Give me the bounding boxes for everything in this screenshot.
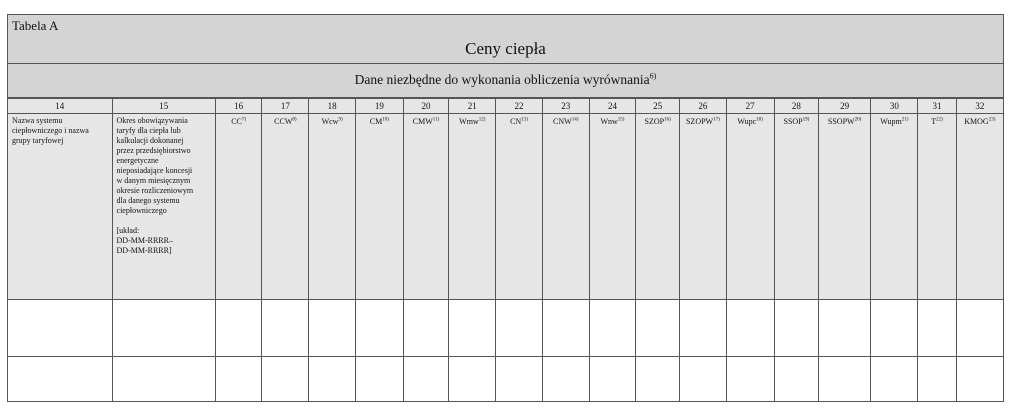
table-cell[interactable] (216, 300, 262, 357)
table-cell[interactable] (112, 357, 216, 402)
table-cell[interactable] (355, 300, 403, 357)
column-number: 23 (542, 99, 589, 114)
column-number: 15 (112, 99, 216, 114)
column-header-footnote: 16) (664, 117, 671, 123)
column-header-footnote: 20) (854, 117, 862, 123)
column-number: 31 (918, 99, 956, 114)
table-cell[interactable] (636, 300, 680, 357)
column-header-footnote: 23) (988, 117, 996, 123)
table-cell[interactable] (216, 357, 262, 402)
table-row (8, 357, 1004, 402)
column-header-label: Wmw (459, 117, 479, 126)
column-header (918, 114, 956, 300)
column-header-system-name: Nazwa systemu ciepłowniczego i nazwa grupy taryfowej (8, 114, 113, 300)
subtitle: Dane niezbędne do wykonania obliczenia wyrównania (354, 72, 650, 87)
column-number: 30 (871, 99, 918, 114)
column-header-footnote: 8) (292, 117, 297, 123)
tabela-a (7, 14, 1004, 402)
column-number-row (8, 99, 1004, 114)
table-cell[interactable] (871, 300, 918, 357)
column-header-label: SZOP (644, 117, 665, 126)
column-header-footnote: 19) (802, 117, 810, 123)
column-header-label: SSOPW (827, 117, 855, 126)
column-number: 29 (818, 99, 870, 114)
column-header-footnote: 9) (338, 117, 343, 123)
table-cell[interactable] (112, 300, 216, 357)
column-number: 17 (262, 99, 309, 114)
table-cell[interactable] (680, 357, 726, 402)
table-cell[interactable] (774, 300, 818, 357)
table-cell[interactable] (403, 357, 448, 402)
table-cell[interactable] (309, 357, 355, 402)
column-header-label: CM (369, 117, 383, 126)
table-cell[interactable] (309, 300, 355, 357)
column-header (309, 114, 355, 300)
column-header-footnote: 15) (617, 117, 625, 123)
column-header (216, 114, 262, 300)
table-cell[interactable] (403, 300, 448, 357)
column-header-label: CMW (412, 117, 433, 126)
table-cell[interactable] (636, 357, 680, 402)
column-header-footnote: 10) (382, 117, 389, 123)
column-header-label: Wcw (321, 117, 339, 126)
column-header (818, 114, 870, 300)
column-header-footnote: 13) (521, 117, 528, 123)
column-number: 14 (8, 99, 113, 114)
column-header (403, 114, 448, 300)
column-header (355, 114, 403, 300)
column-header-footnote: 21) (901, 117, 909, 123)
title-band (7, 14, 1004, 64)
table-cell[interactable] (726, 300, 774, 357)
column-header (726, 114, 774, 300)
table-cell[interactable] (8, 357, 113, 402)
column-header-label: CC (231, 117, 242, 126)
column-header-footnote: 22) (936, 117, 943, 123)
table-cell[interactable] (449, 300, 496, 357)
column-header-footnote: 12) (478, 117, 486, 123)
table-cell[interactable] (449, 357, 496, 402)
column-header (449, 114, 496, 300)
subtitle-band (7, 64, 1004, 98)
column-header (956, 114, 1003, 300)
column-number: 27 (726, 99, 774, 114)
table-cell[interactable] (355, 357, 403, 402)
table-row (8, 300, 1004, 357)
column-header-label: KMOG (964, 117, 989, 126)
table-cell[interactable] (589, 357, 635, 402)
column-header-tariff-period: Okres obowiązywania taryfy dla ciepła lub kalkulacji dokonanej przez przedsiębiorstwo energetyczne nieposiadające koncesji w danym miesięcznym okresie rozliczeniowym dla danego systemu ciepłowniczego [układ: DD-MM-RRRR– DD-MM-RRRR] (112, 114, 216, 300)
table-cell[interactable] (262, 300, 309, 357)
table-label: Tabela A (12, 18, 59, 33)
table-cell[interactable] (542, 357, 589, 402)
column-number: 20 (403, 99, 448, 114)
column-header-label: SZOPW (685, 117, 714, 126)
table-cell[interactable] (542, 300, 589, 357)
column-number: 28 (774, 99, 818, 114)
column-header-label: Wupm (880, 117, 902, 126)
column-header (542, 114, 589, 300)
column-header-footnote: 17) (713, 117, 720, 123)
column-number: 24 (589, 99, 635, 114)
table-cell[interactable] (8, 300, 113, 357)
table-cell[interactable] (818, 357, 870, 402)
column-header (871, 114, 918, 300)
column-header-footnote: 14) (571, 117, 579, 123)
table-cell[interactable] (918, 357, 956, 402)
table-cell[interactable] (918, 300, 956, 357)
column-header (774, 114, 818, 300)
column-header-footnote: 7) (241, 117, 247, 123)
subtitle-footnote: 6) (649, 71, 657, 81)
table-cell[interactable] (774, 357, 818, 402)
column-header-label: SSOP (783, 117, 803, 126)
column-header-row (8, 114, 1004, 300)
table-cell[interactable] (496, 300, 542, 357)
table-cell[interactable] (818, 300, 870, 357)
column-header-label: Wnw (600, 117, 618, 126)
column-number: 21 (449, 99, 496, 114)
column-number: 32 (956, 99, 1003, 114)
column-header (262, 114, 309, 300)
column-header (680, 114, 726, 300)
column-number: 16 (216, 99, 262, 114)
table-cell[interactable] (680, 300, 726, 357)
column-header-footnote: 18) (756, 117, 763, 123)
column-header-label: CN (510, 117, 522, 126)
table-cell[interactable] (871, 357, 918, 402)
table-cell[interactable] (589, 300, 635, 357)
table-cell[interactable] (956, 300, 1003, 357)
column-header-label: T (931, 117, 937, 126)
column-header-footnote: 11) (432, 117, 440, 123)
column-number: 19 (355, 99, 403, 114)
table-cell[interactable] (262, 357, 309, 402)
column-header-label: CNW (553, 117, 572, 126)
column-number: 22 (496, 99, 542, 114)
column-number: 26 (680, 99, 726, 114)
column-header (589, 114, 635, 300)
data-table (7, 98, 1004, 402)
table-cell[interactable] (496, 357, 542, 402)
column-number: 18 (309, 99, 355, 114)
column-header-label: Wupc (737, 117, 757, 126)
column-header (636, 114, 680, 300)
table-title: Ceny ciepła (465, 39, 546, 58)
table-cell[interactable] (726, 357, 774, 402)
column-number: 25 (636, 99, 680, 114)
table-cell[interactable] (956, 357, 1003, 402)
column-header (496, 114, 542, 300)
column-header-label: CCW (274, 117, 293, 126)
